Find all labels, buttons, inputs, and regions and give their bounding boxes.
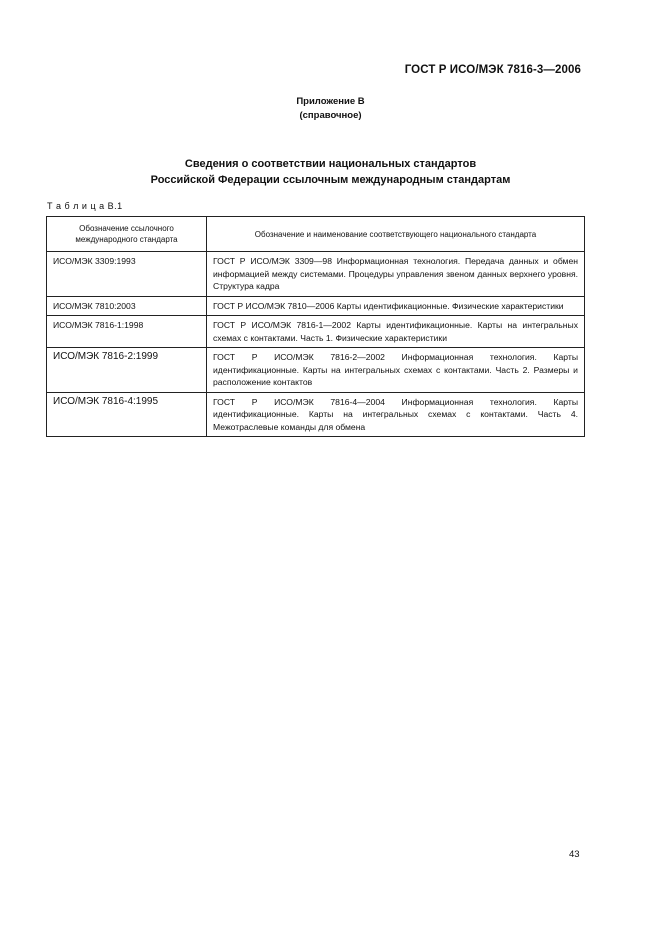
reference-standard-cell: ИСО/МЭК 3309:1993 (47, 252, 207, 297)
section-title-line-2: Российской Федерации ссылочным международным стандартам (150, 174, 511, 186)
table-row (47, 296, 585, 316)
document-header: ГОСТ Р ИСО/МЭК 7816-3—2006 (404, 64, 581, 76)
reference-standard-cell: ИСО/МЭК 7816-4:1995 (47, 392, 207, 437)
table-caption: Т а б л и ц а В.1 (47, 201, 123, 211)
standards-correspondence-table (46, 216, 585, 437)
national-standard-cell: ГОСТ Р ИСО/МЭК 7816-2—2002 Информационная технология. Карты идентификационные. Карты на интегральных схемах с контактами. Часть 2. Размеры и расположение контактов (207, 348, 585, 393)
national-standard-cell: ГОСТ Р ИСО/МЭК 7816-1—2002 Карты идентификационные. Карты на интегральных схемах с контактами. Часть 1. Физические характеристики (207, 316, 585, 348)
table-row (47, 252, 585, 297)
national-standard-cell: ГОСТ Р ИСО/МЭК 3309—98 Информационная технология. Передача данных и обмен информацией между системами. Процедуры управления звеном данных верхнего уровня. Структура кадра (207, 252, 585, 297)
annex-subtitle: (справочное) (299, 110, 362, 121)
annex-heading (0, 95, 661, 123)
column-header-reference: Обозначение ссылочного международного стандарта (47, 217, 207, 252)
national-standard-cell: ГОСТ Р ИСО/МЭК 7816-4—2004 Информационная технология. Карты идентификационные. Карты на интегральных схемах с контактами. Часть 4. Межотраслевые команды для обмена (207, 392, 585, 437)
table-row (47, 392, 585, 437)
national-standard-cell: ГОСТ Р ИСО/МЭК 7810—2006 Карты идентификационные. Физические характеристики (207, 296, 585, 316)
table-row (47, 348, 585, 393)
reference-standard-cell: ИСО/МЭК 7810:2003 (47, 296, 207, 316)
column-header-national: Обозначение и наименование соответствующего национального стандарта (207, 217, 585, 252)
section-title (0, 156, 661, 188)
annex-title: Приложение В (296, 96, 365, 107)
table-row (47, 316, 585, 348)
reference-standard-cell: ИСО/МЭК 7816-2:1999 (47, 348, 207, 393)
table-header-row (47, 217, 585, 252)
page-number: 43 (569, 849, 580, 860)
section-title-line-1: Сведения о соответствии национальных стандартов (184, 158, 477, 170)
reference-standard-cell: ИСО/МЭК 7816-1:1998 (47, 316, 207, 348)
